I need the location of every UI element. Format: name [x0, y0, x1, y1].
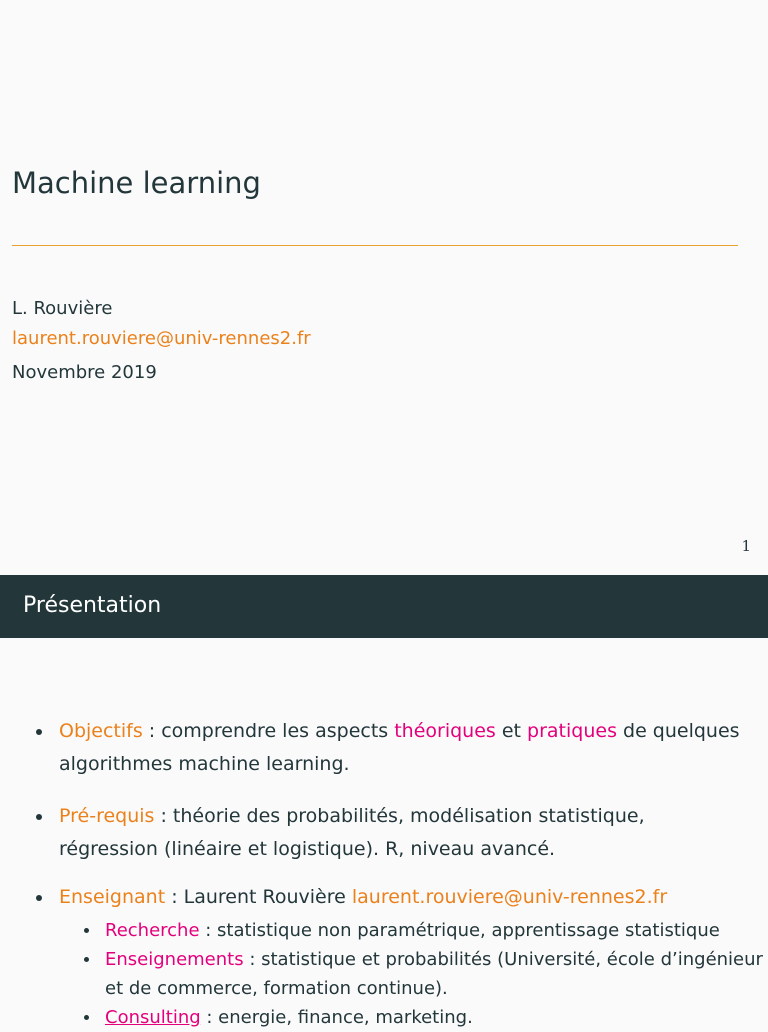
- bullet-icon: [36, 895, 42, 901]
- page-number: 1: [741, 537, 751, 555]
- list-item-enseignant: [59, 881, 667, 914]
- item-text: : Laurent Rouvière: [165, 886, 352, 908]
- sub-bullet-icon: [84, 928, 89, 933]
- item-text-line2: algorithmes machine learning.: [59, 753, 350, 775]
- frame-title: Présentation: [23, 593, 162, 618]
- sub-bullet-icon: [84, 1015, 89, 1020]
- subitem-text: : energie, finance, marketing.: [200, 1007, 473, 1028]
- list-item-objectifs: [59, 715, 740, 781]
- item-text-line2: régression (linéaire et logistique). R, niveau avancé.: [59, 838, 556, 860]
- subitem-text: : statistique et probabilités (Université, école d’ingénieur: [243, 949, 763, 970]
- subitem-label: Enseignements: [105, 949, 244, 970]
- item-text: : théorie des probabilités, modélisation statistique,: [154, 805, 645, 827]
- sub-bullet-icon: [84, 957, 89, 962]
- subitem-label: Consulting: [105, 1007, 201, 1028]
- item-text: et: [495, 720, 528, 742]
- frame-header: [0, 575, 768, 638]
- bullet-icon: [36, 814, 42, 820]
- sublist-item-recherche: [105, 916, 720, 945]
- item-text: : comprendre les aspects: [142, 720, 395, 742]
- sublist-item-consulting: [105, 1003, 473, 1032]
- item-label: Pré-requis: [59, 805, 155, 827]
- subitem-text: : statistique non paramétrique, apprentissage statistique: [199, 920, 720, 941]
- subitem-text-line2: et de commerce, formation continue).: [105, 978, 448, 999]
- subitem-label: Recherche: [105, 920, 200, 941]
- highlight-pratiques: pratiques: [527, 720, 617, 742]
- title-rule: [12, 245, 738, 246]
- slide-title: Machine learning: [12, 166, 261, 200]
- item-label: Enseignant: [59, 886, 166, 908]
- author-name: L. Rouvière: [12, 298, 113, 319]
- presentation-content: [0, 638, 768, 1028]
- bullet-icon: [36, 729, 42, 735]
- teacher-email-link[interactable]: laurent.rouviere@univ-rennes2.fr: [351, 886, 668, 908]
- author-email-link[interactable]: laurent.rouviere@univ-rennes2.fr: [12, 328, 311, 349]
- highlight-theoriques: théoriques: [394, 720, 496, 742]
- item-text: de quelques: [616, 720, 740, 742]
- slide-date: Novembre 2019: [12, 362, 157, 383]
- item-label: Objectifs: [59, 720, 143, 742]
- sublist-item-enseignements: [105, 945, 763, 1003]
- list-item-prerequis: [59, 800, 645, 866]
